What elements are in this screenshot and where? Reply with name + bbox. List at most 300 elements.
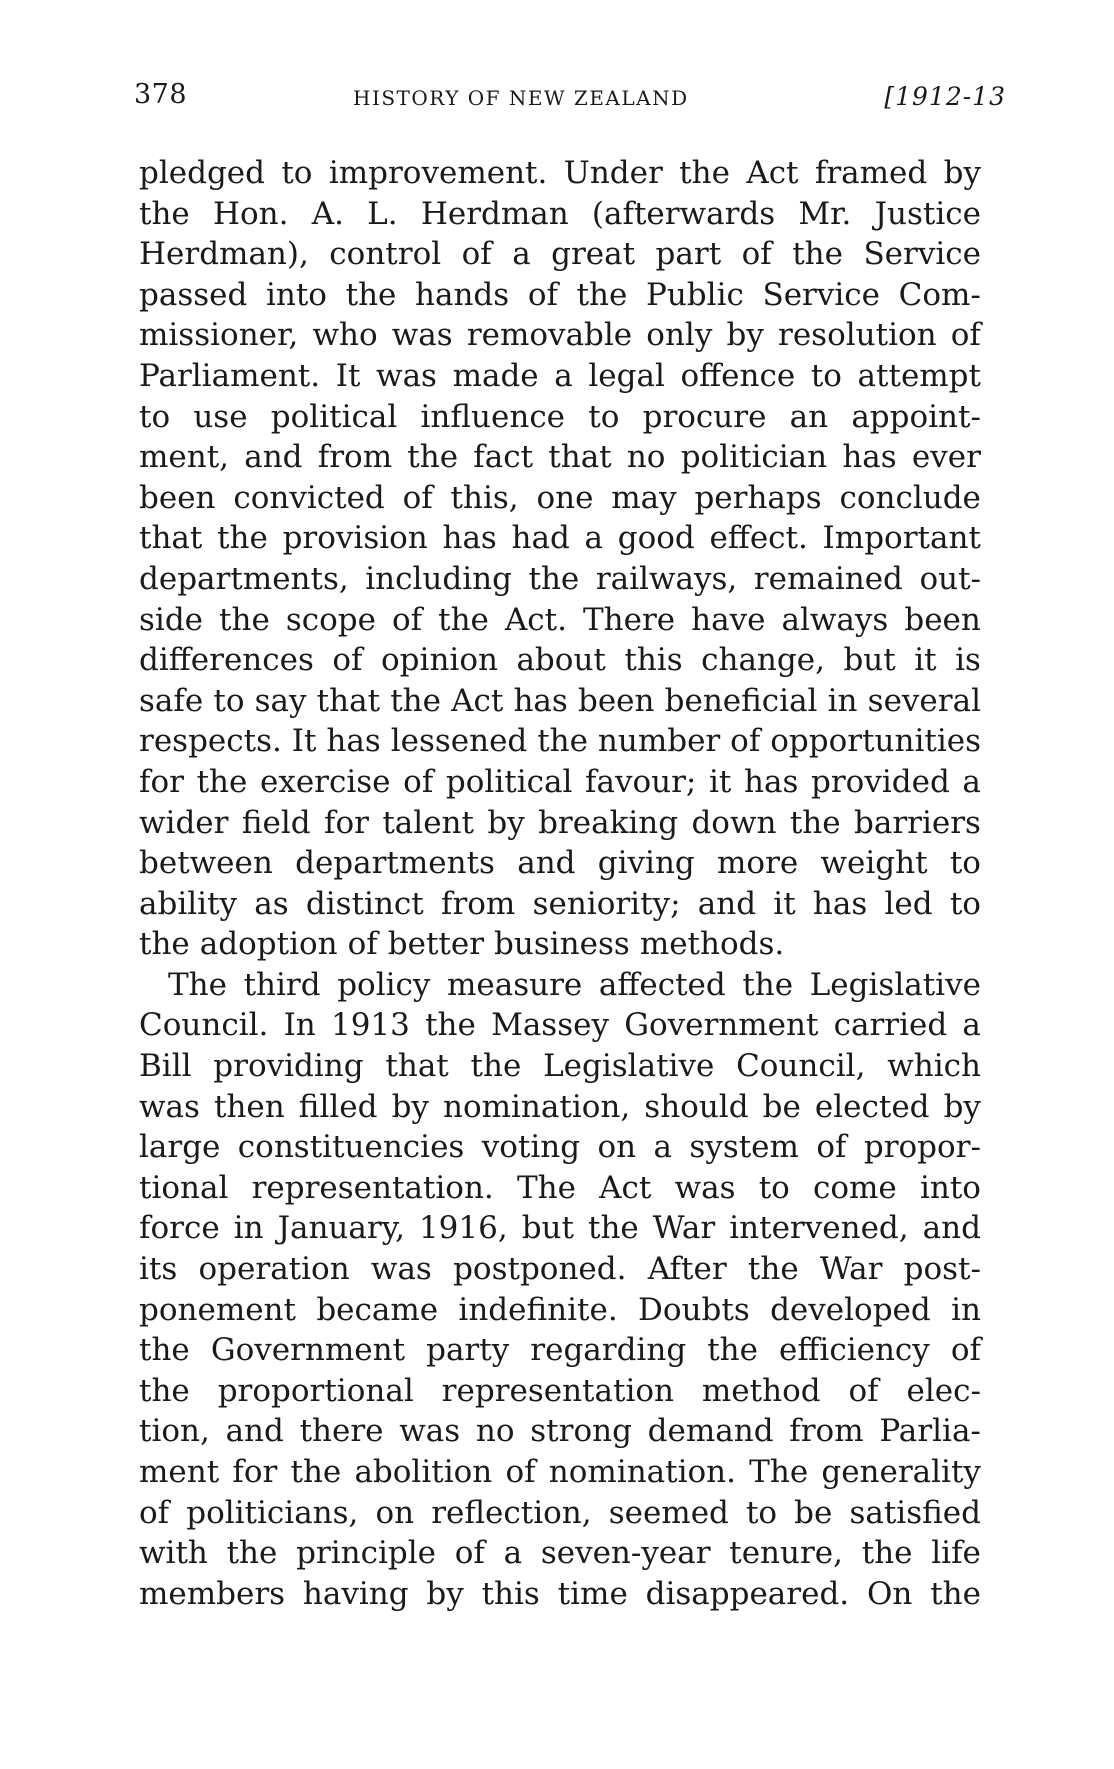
word: Government: [210, 1332, 406, 1369]
word: January,: [277, 1210, 405, 1247]
word: large: [139, 1129, 221, 1166]
word: part: [655, 236, 722, 273]
word: a: [554, 357, 573, 394]
text-line: [139, 965, 981, 1006]
word: reflection,: [431, 1494, 592, 1531]
text-line: [139, 194, 981, 235]
word: seemed: [608, 1494, 729, 1531]
word: may: [611, 479, 677, 516]
word: the: [139, 926, 190, 963]
word: in: [827, 682, 858, 719]
word: intervened,: [729, 1210, 909, 1247]
word: the: [930, 1575, 981, 1612]
word: lessened: [390, 723, 528, 760]
word: control: [329, 236, 442, 273]
word: offence: [680, 357, 796, 394]
text-line: [139, 762, 981, 803]
word: good: [617, 520, 695, 557]
word: effect.: [709, 520, 808, 557]
word: elec-: [906, 1372, 981, 1409]
word: the: [789, 804, 841, 841]
word: and: [225, 1413, 284, 1450]
word: Hon.: [212, 195, 289, 232]
text-line: [139, 1127, 981, 1168]
word: but: [843, 642, 896, 679]
word: nomination,: [442, 1088, 631, 1125]
word: developed: [770, 1291, 931, 1328]
text-line: [139, 1574, 981, 1615]
word: of: [391, 601, 423, 638]
word: be: [762, 1088, 801, 1125]
text-line: [139, 1249, 981, 1290]
word: Service: [762, 276, 881, 313]
word: been: [577, 682, 655, 719]
word: Legislative: [543, 1048, 715, 1085]
word: attempt: [857, 357, 981, 394]
word: seven-year: [540, 1535, 711, 1572]
word: number: [597, 723, 721, 760]
word: Under: [563, 155, 663, 191]
word: framed: [814, 155, 928, 191]
word: legal: [588, 357, 665, 394]
text-line: [139, 1371, 981, 1412]
word: this: [624, 642, 683, 679]
body-text: [139, 153, 981, 1614]
word: and: [922, 1210, 981, 1247]
word: an: [789, 398, 829, 435]
word: had: [511, 520, 570, 557]
text-line: [139, 153, 981, 194]
word: War: [819, 1251, 883, 1288]
page-number: 378: [134, 79, 188, 110]
word: ponement: [139, 1291, 296, 1328]
text-line: [139, 884, 981, 925]
word: seniority;: [532, 885, 681, 922]
word: filled: [298, 1088, 378, 1125]
text-line: [139, 315, 981, 356]
text-line: [139, 1452, 981, 1493]
word: was: [674, 1169, 736, 1206]
word: distinct: [305, 885, 424, 922]
word: by: [426, 1575, 464, 1612]
word: tional: [139, 1169, 229, 1206]
word: made: [452, 357, 539, 394]
word: nomination.: [548, 1454, 736, 1490]
word: to: [588, 398, 620, 435]
word: and: [244, 439, 303, 476]
word: Important: [822, 520, 981, 557]
word: On: [866, 1575, 913, 1612]
word: of: [950, 1332, 981, 1369]
word: between: [139, 845, 273, 882]
word: a: [962, 763, 981, 800]
word: of: [741, 236, 772, 273]
word: the: [470, 1048, 522, 1085]
word: by: [943, 155, 981, 191]
word: voting: [481, 1129, 581, 1166]
word: has: [842, 439, 897, 476]
word: on: [375, 1494, 415, 1531]
word: Act: [599, 1169, 652, 1206]
word: that: [316, 682, 381, 719]
word: by: [487, 804, 525, 841]
word: respects.: [139, 723, 282, 760]
word: on: [597, 1129, 637, 1166]
word: to: [758, 1169, 790, 1206]
word: elected: [814, 1088, 930, 1125]
text-line: [139, 681, 981, 722]
word: The: [516, 1169, 576, 1206]
word: representation.: [251, 1169, 494, 1206]
word: L.: [367, 195, 398, 232]
word: be: [794, 1494, 833, 1531]
word: the: [226, 1535, 278, 1572]
word: it: [709, 763, 732, 800]
word: constituencies: [237, 1129, 465, 1166]
word: beneficial: [664, 682, 818, 719]
word: demand: [647, 1413, 774, 1450]
text-line: [139, 397, 981, 438]
word: down: [691, 804, 777, 841]
word: improvement.: [328, 155, 548, 191]
word: missioner,: [139, 317, 299, 354]
word: the: [707, 1332, 758, 1369]
word: several: [867, 682, 981, 719]
word: procure: [642, 398, 767, 435]
word: 1916,: [418, 1210, 508, 1247]
word: time: [557, 1575, 628, 1612]
word: opportunities: [770, 723, 981, 760]
word: carried: [833, 1007, 948, 1044]
word: the: [425, 1007, 476, 1044]
word: the: [537, 723, 588, 760]
word: say: [254, 682, 307, 719]
running-date: [1912-13: [884, 82, 1006, 111]
word: Mr.: [798, 195, 852, 232]
word: having: [302, 1575, 409, 1612]
word: was: [370, 1251, 432, 1288]
word: from: [440, 885, 516, 922]
text-line: [139, 356, 981, 397]
word: of: [347, 926, 378, 963]
word: weight: [820, 845, 928, 882]
word: Parlia-: [879, 1413, 981, 1450]
word: Government: [624, 1007, 819, 1044]
word: to: [213, 682, 245, 719]
word: party: [426, 1332, 510, 1369]
word: no: [475, 1413, 515, 1450]
word: method: [701, 1372, 821, 1409]
word: come: [813, 1169, 897, 1206]
word: no: [626, 439, 666, 476]
word: ever: [911, 439, 981, 476]
word: ment,: [139, 439, 230, 476]
word: a: [512, 236, 531, 273]
word: of: [505, 1454, 536, 1490]
word: to: [139, 398, 171, 435]
word: this,: [450, 479, 519, 516]
word: political: [270, 398, 398, 435]
text-line: [139, 1208, 981, 1249]
word: by: [726, 317, 764, 354]
word: was: [391, 317, 453, 354]
word: Council.: [139, 1007, 269, 1044]
word: opinion: [381, 642, 498, 679]
word: from: [789, 1413, 864, 1450]
word: led: [884, 885, 933, 922]
text-line: [139, 924, 981, 965]
word: the: [438, 601, 489, 638]
word: the: [742, 966, 794, 1003]
word: railways,: [595, 560, 738, 597]
word: measure: [447, 966, 583, 1003]
word: policy: [337, 966, 431, 1003]
word: but: [521, 1210, 574, 1247]
word: always: [781, 601, 889, 638]
word: has: [326, 723, 381, 760]
word: A.: [311, 195, 344, 232]
word: and: [517, 845, 576, 882]
word: the: [139, 195, 190, 232]
word: then: [214, 1088, 285, 1125]
word: disappeared.: [645, 1575, 850, 1612]
word: more: [717, 845, 799, 882]
word: members: [139, 1575, 286, 1612]
text-line: [139, 478, 981, 519]
word: There: [583, 601, 676, 638]
word: there: [299, 1413, 384, 1450]
word: the: [528, 560, 580, 597]
word: of: [730, 723, 761, 760]
word: only: [646, 317, 713, 354]
word: has: [442, 520, 497, 557]
word: been: [139, 479, 216, 516]
word: of: [332, 642, 363, 679]
word: its: [139, 1251, 178, 1288]
word: abolition: [354, 1454, 493, 1490]
word: principle: [296, 1535, 437, 1572]
word: adoption: [199, 926, 338, 963]
word: was: [139, 1088, 200, 1125]
word: the: [576, 276, 628, 313]
word: about: [516, 642, 606, 679]
word: After: [647, 1251, 727, 1288]
word: to: [949, 885, 981, 922]
word: it: [773, 885, 796, 922]
word: tenure,: [729, 1535, 844, 1572]
word: Bill: [139, 1048, 192, 1085]
word: of: [461, 236, 492, 273]
word: of: [403, 763, 434, 800]
word: Justice: [874, 195, 981, 232]
text-line: [139, 721, 981, 762]
word: change,: [701, 642, 825, 679]
word: In: [283, 1007, 316, 1044]
word: perhaps: [694, 479, 822, 516]
word: the: [407, 439, 459, 476]
word: influence: [420, 398, 566, 435]
word: and: [697, 885, 757, 922]
word: breaking: [538, 804, 679, 841]
word: talent: [382, 804, 474, 841]
word: The: [749, 1454, 809, 1490]
word: the: [196, 763, 248, 800]
text-line: [139, 559, 981, 600]
word: the: [219, 601, 270, 638]
word: became: [316, 1291, 439, 1328]
text-line: [139, 437, 981, 478]
word: a: [653, 1129, 672, 1166]
word: provided: [811, 763, 950, 800]
text-line: [139, 1290, 981, 1331]
word: scope: [285, 601, 376, 638]
word: that: [385, 1048, 449, 1085]
word: is: [955, 642, 981, 679]
word: this: [481, 1575, 540, 1612]
word: giving: [597, 845, 695, 882]
word: of: [454, 1535, 485, 1572]
word: satisfied: [849, 1494, 981, 1531]
word: side: [139, 601, 204, 638]
word: for: [139, 763, 184, 800]
word: political: [445, 763, 573, 800]
word: life: [931, 1535, 981, 1572]
word: representation: [441, 1372, 674, 1409]
word: was: [376, 357, 437, 394]
word: propor-: [863, 1129, 981, 1166]
word: politicians,: [186, 1494, 359, 1531]
word: of: [139, 1494, 170, 1531]
word: field: [241, 804, 311, 841]
word: The: [168, 966, 227, 1003]
word: strong: [530, 1413, 632, 1450]
word: of: [950, 317, 981, 354]
word: Act: [451, 682, 504, 719]
text-line: [139, 1046, 981, 1087]
word: Council,: [736, 1048, 866, 1085]
word: has: [812, 885, 868, 922]
word: for: [324, 804, 369, 841]
word: as: [254, 885, 289, 922]
word: indefinite.: [458, 1291, 618, 1328]
word: the: [290, 1454, 342, 1490]
word: removable: [466, 317, 633, 354]
word: fact: [473, 439, 534, 476]
word: pledged: [139, 155, 265, 191]
text-line: [139, 1168, 981, 1209]
word: Herdman: [420, 195, 569, 232]
word: Service: [863, 236, 981, 273]
word: by: [943, 1088, 981, 1125]
word: into: [919, 1169, 981, 1206]
word: for: [232, 1454, 278, 1490]
word: proportional: [217, 1372, 414, 1409]
word: safe: [139, 682, 204, 719]
word: by: [391, 1088, 429, 1125]
word: providing: [213, 1048, 364, 1085]
word: conclude: [839, 479, 981, 516]
word: Massey: [491, 1007, 609, 1044]
text-line: [139, 1330, 981, 1371]
text-line: [139, 843, 981, 884]
word: to: [810, 357, 842, 394]
word: to: [281, 155, 313, 191]
word: generality: [821, 1454, 981, 1490]
word: out-: [919, 560, 981, 597]
word: efficiency: [779, 1332, 930, 1369]
word: ment: [139, 1454, 220, 1490]
word: including: [365, 560, 512, 597]
word: in: [951, 1291, 981, 1328]
word: into: [265, 276, 327, 313]
word: departments: [295, 845, 495, 882]
word: hands: [415, 276, 510, 313]
word: favour;: [585, 763, 697, 800]
word: have: [691, 601, 766, 638]
word: been: [904, 601, 981, 638]
word: Legislative: [809, 966, 981, 1003]
word: Act: [746, 155, 799, 191]
word: Doubts: [638, 1291, 750, 1328]
running-head: [134, 78, 1006, 118]
text-line: [139, 234, 981, 275]
word: convicted: [233, 479, 385, 516]
word: exercise: [260, 763, 391, 800]
word: of: [402, 479, 433, 516]
word: methods.: [639, 926, 785, 963]
word: post-: [903, 1251, 981, 1288]
word: has: [744, 763, 799, 800]
word: Public: [645, 276, 744, 313]
word: a: [584, 520, 604, 557]
word: 1913: [330, 1007, 410, 1044]
text-line: [139, 1533, 981, 1574]
word: barriers: [854, 804, 981, 841]
word: great: [551, 236, 636, 273]
word: that: [139, 520, 203, 557]
word: the: [139, 1332, 190, 1369]
word: the: [861, 1535, 913, 1572]
word: the: [679, 155, 730, 191]
word: better: [387, 926, 485, 963]
word: the: [792, 236, 843, 273]
word: Parliament.: [139, 357, 321, 394]
word: has: [513, 682, 568, 719]
word: business: [494, 926, 630, 963]
word: a: [962, 1007, 981, 1044]
text-line: [139, 1087, 981, 1128]
word: Herdman),: [139, 236, 309, 273]
word: Com-: [898, 276, 981, 313]
word: use: [193, 398, 248, 435]
word: the: [747, 1251, 799, 1288]
word: from: [317, 439, 393, 476]
word: of: [816, 1129, 847, 1166]
word: to: [745, 1494, 778, 1531]
text-line: [139, 803, 981, 844]
word: regarding: [530, 1332, 687, 1369]
word: to: [949, 845, 981, 882]
text-line: [139, 1493, 981, 1534]
word: Act.: [504, 601, 567, 638]
word: of: [527, 276, 558, 313]
word: It: [291, 723, 317, 760]
word: a: [503, 1535, 523, 1572]
word: should: [644, 1088, 749, 1125]
word: (afterwards: [591, 195, 776, 232]
word: postponed.: [453, 1251, 627, 1288]
word: War: [652, 1210, 716, 1247]
